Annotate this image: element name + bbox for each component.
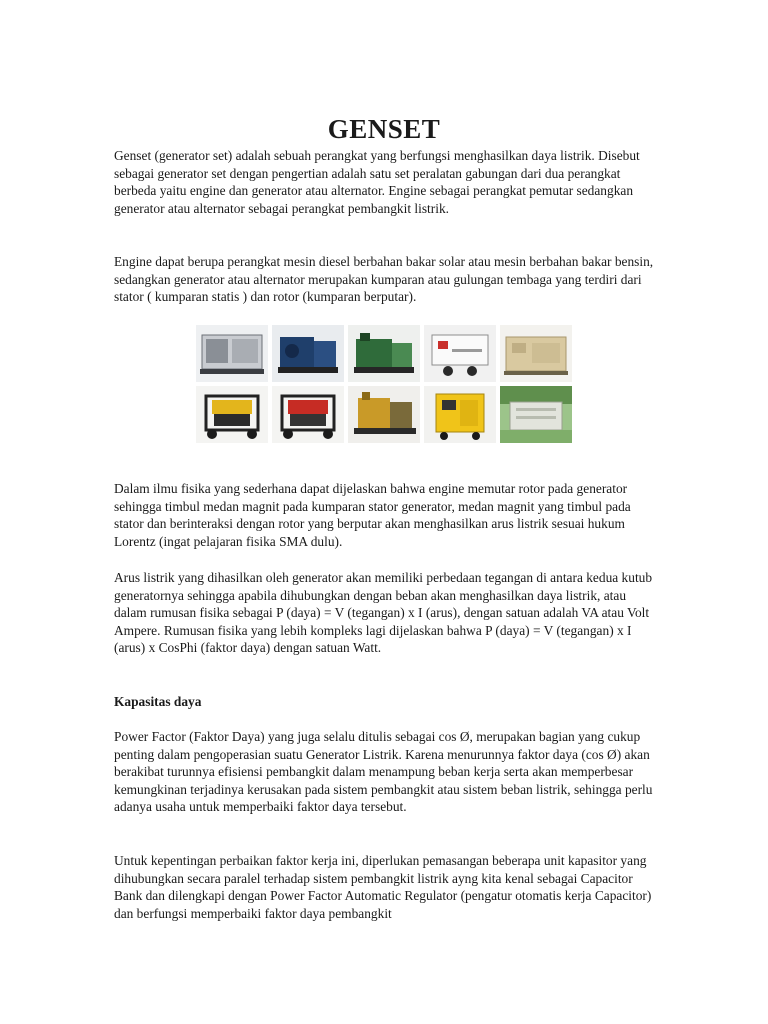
- white-trailer-genset-photo: [424, 325, 496, 382]
- red-portable-genset-photo: [272, 386, 344, 443]
- yellow-portable-genset-photo: [196, 386, 268, 443]
- green-outdoor-genset-photo: [500, 386, 572, 443]
- diesel-engine-genset-photo: [272, 325, 344, 382]
- beige-silent-genset-photo: [500, 325, 572, 382]
- paragraph-physics: Dalam ilmu fisika yang sederhana dapat dijelaskan bahwa engine memutar rotor pada generator sehingga timbul medan magnit pada kumparan stator generator, medan magnit yang timbul pada stator dan berinteraksi dengan rotor yang berputar akan menghasilkan arus listrik sesuai hukum Lorentz (ingat pelajaran fisika SMA dulu).: [114, 481, 631, 549]
- green-diesel-genset-photo: [348, 325, 420, 382]
- paragraph-capacitor: Untuk kepentingan perbaikan faktor kerja ini, diperlukan pemasangan beberapa unit kapasitor yang dihubungkan secara paralel terhadap sistem pembangkit listrik ayng kita kenal sebagai Capacitor Bank dan dilengkapi dengan Power Factor Automatic Regulator (pengatur otomatis kerja Capacitor) dan berfungsi memperbaiki faktor daya pembangkit: [114, 853, 652, 921]
- section-heading-kapasitas: Kapasitas daya: [114, 694, 202, 709]
- page-title: GENSET: [327, 114, 441, 145]
- paragraph-current: Arus listrik yang dihasilkan oleh generator akan memiliki perbedaan tegangan di antara kedua kutub generatornya sehingga apabila dihubungkan dengan beban akan menghasilkan daya listrik, atau dalam rumusan fisika sebagai P (daya) = V (tegangan) x I (arus), dengan satuan adalah VA atau Volt Ampere. Rumusan fisika yang lebih kompleks lagi dijelaskan bahwa P (daya) = V (tegangan) x I (arus) x CosPhi (faktor daya) dengan satuan Watt.: [114, 570, 653, 656]
- paragraph-engine: Engine dapat berupa perangkat mesin diesel berbahan bakar solar atau mesin berbahan bakar bensin, sedangkan generator atau alternator merupakan kumparan atau gulungan tembaga yang terdiri dari stator ( kumparan statis ) dan rotor (kumparan berputar).: [114, 254, 654, 305]
- open-frame-genset-photo: [196, 325, 268, 382]
- yellow-engine-genset-photo: [348, 386, 420, 443]
- paragraph-power-factor: Power Factor (Faktor Daya) yang juga selalu ditulis sebagai cos Ø, merupakan bagian yang cukup penting dalam pengoperasian suatu Generator Listrik. Karena menurunnya faktor daya (cos Ø) akan berakibat turunnya efisiensi pembangkit dalam menampung beban kerja serta akan memperbesar kemungkinan terjadinya kerusakan pada sistem pembangkit atau sistem beban listrik, sehingga perlu adanya usaha untuk memperbaiki faktor daya tersebut.: [114, 729, 653, 815]
- paragraph-intro: Genset (generator set) adalah sebuah perangkat yang berfungsi menghasilkan daya listrik. Disebut sebagai generator set dengan pengertian adalah satu set peralatan gabungan dari dua perangkat berbeda yaitu engine dan generator atau alternator. Engine sebagai perangkat pemutar sedangkan generator atau alternator sebagai perangkat pembangkit listrik.: [114, 148, 640, 216]
- yellow-silent-genset-photo: [424, 386, 496, 443]
- genset-photo-grid: [196, 325, 572, 443]
